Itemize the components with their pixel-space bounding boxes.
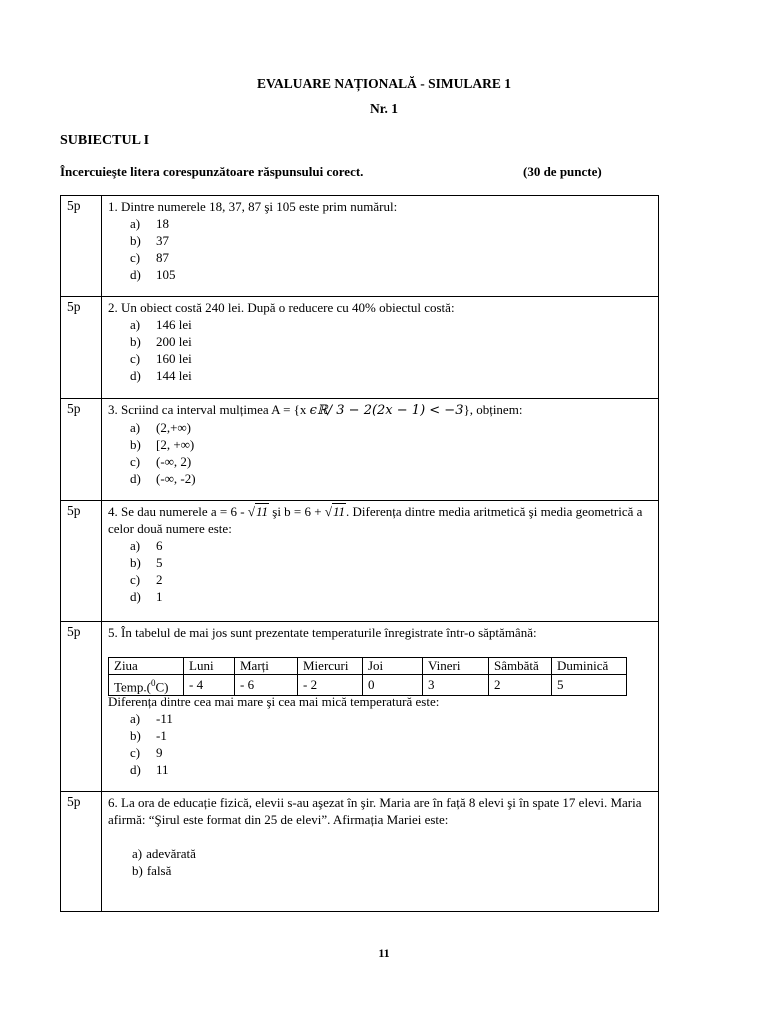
question-3-points: 5p (67, 401, 81, 416)
option-2a[interactable]: a) 146 lei (130, 317, 192, 332)
question-6-points: 5p (67, 794, 81, 809)
table-cell: Miercuri (298, 658, 363, 675)
table-cell: Sâmbătă (489, 658, 552, 675)
table-cell: 5 (552, 675, 627, 696)
question-2-points: 5p (67, 299, 81, 314)
question-5-points: 5p (67, 624, 81, 639)
table-cell: - 2 (298, 675, 363, 696)
table-cell: - 4 (184, 675, 235, 696)
question-5 (108, 624, 653, 641)
option-5a[interactable]: a) -11 (130, 711, 173, 726)
option-3c[interactable]: c) (-∞, 2) (130, 454, 192, 469)
sqrt-11: √11 (324, 504, 346, 519)
option-5b[interactable]: b) -1 (130, 728, 167, 743)
option-4a[interactable]: a) 6 (130, 538, 163, 553)
option-3d[interactable]: d) (-∞, -2) (130, 471, 196, 486)
question-5-stem: 5. În tabelul de mai jos sunt prezentate temperaturile înregistrate într-o săptămână: (108, 625, 537, 640)
option-3a[interactable]: a) (2,+∞) (130, 420, 192, 435)
points-column-divider (101, 195, 102, 912)
question-2-stem: 2. Un obiect costă 240 lei. După o reducere cu 40% obiectul costă: (108, 300, 455, 315)
row-divider (60, 296, 659, 297)
option-2c[interactable]: c) 160 lei (130, 351, 192, 366)
question-6-stem: 6. La ora de educație fizică, elevii s-au aşezat în şir. Maria are în față 8 elevi şi în spate 17 elevi. Maria afirmă: “Şirul este format din 25 de elevi”. Afirmația Mariei este: (108, 795, 642, 827)
instruction-text: Încercuieşte litera corespunzătoare răspunsului corect. (60, 164, 364, 179)
table-cell: Vineri (423, 658, 489, 675)
table-row (109, 658, 627, 675)
table-cell: Joi (363, 658, 423, 675)
question-3 (108, 401, 653, 487)
question-1-stem: 1. Dintre numerele 18, 37, 87 şi 105 este prim numărul: (108, 199, 398, 214)
row-divider (60, 791, 659, 792)
question-1-points: 5p (67, 198, 81, 213)
set-condition-math: ϵℝ/ 3 − 2(2x − 1) < −3 (309, 403, 464, 418)
row-divider (60, 398, 659, 399)
sqrt-11: √11 (247, 504, 269, 519)
row-divider (60, 500, 659, 501)
option-1a[interactable]: a) 18 (130, 216, 169, 231)
option-2b[interactable]: b) 200 lei (130, 334, 192, 349)
option-5d[interactable]: d) 11 (130, 762, 169, 777)
row-divider (60, 621, 659, 622)
option-6b[interactable]: b) falsă (132, 863, 172, 878)
table-cell: 0 (363, 675, 423, 696)
table-cell: Duminică (552, 658, 627, 675)
question-4-points: 5p (67, 503, 81, 518)
question-5-followup (108, 693, 653, 778)
exam-title: EVALUARE NAȚIONALĂ - SIMULARE 1 (256, 76, 512, 91)
option-3b[interactable]: b) [2, +∞) (130, 437, 195, 452)
option-2d[interactable]: d) 144 lei (130, 368, 192, 383)
question-3-stem: 3. Scriind ca interval mulțimea A = {x ϵℝ/ 3 − 2(2x − 1) < −3}, obținem: (108, 402, 523, 418)
page-number: 11 (378, 946, 390, 960)
table-cell: Luni (184, 658, 235, 675)
question-2 (108, 299, 653, 384)
table-cell: Marți (235, 658, 298, 675)
option-1b[interactable]: b) 37 (130, 233, 169, 248)
table-cell: 2 (489, 675, 552, 696)
table-cell: Temp.($^0$C) (109, 675, 184, 696)
option-4b[interactable]: b) 5 (130, 555, 163, 570)
subject-heading: SUBIECTUL I (60, 133, 150, 148)
question-6 (108, 794, 653, 879)
option-6a[interactable]: a) adevărată (132, 846, 196, 861)
table-cell: Ziua (109, 658, 184, 675)
table-cell: 3 (423, 675, 489, 696)
option-4c[interactable]: c) 2 (130, 572, 163, 587)
temperature-table (108, 657, 627, 696)
question-4 (108, 503, 653, 605)
exam-number: Nr. 1 (369, 101, 398, 116)
question-1 (108, 198, 653, 283)
question-5-stem2: Diferența dintre cea mai mare şi cea mai mică temperatură este: (108, 694, 440, 709)
total-points: (30 de puncte) (523, 164, 602, 179)
option-4d[interactable]: d) 1 (130, 589, 163, 604)
question-4-stem: 4. Se dau numerele a = 6 - √11 şi b = 6 + √11. Diferența dintre media aritmetică şi media geometrică a celor două numere este: (108, 504, 643, 536)
option-1d[interactable]: d) 105 (130, 267, 176, 282)
table-cell: - 6 (235, 675, 298, 696)
option-1c[interactable]: c) 87 (130, 250, 169, 265)
option-5c[interactable]: c) 9 (130, 745, 163, 760)
